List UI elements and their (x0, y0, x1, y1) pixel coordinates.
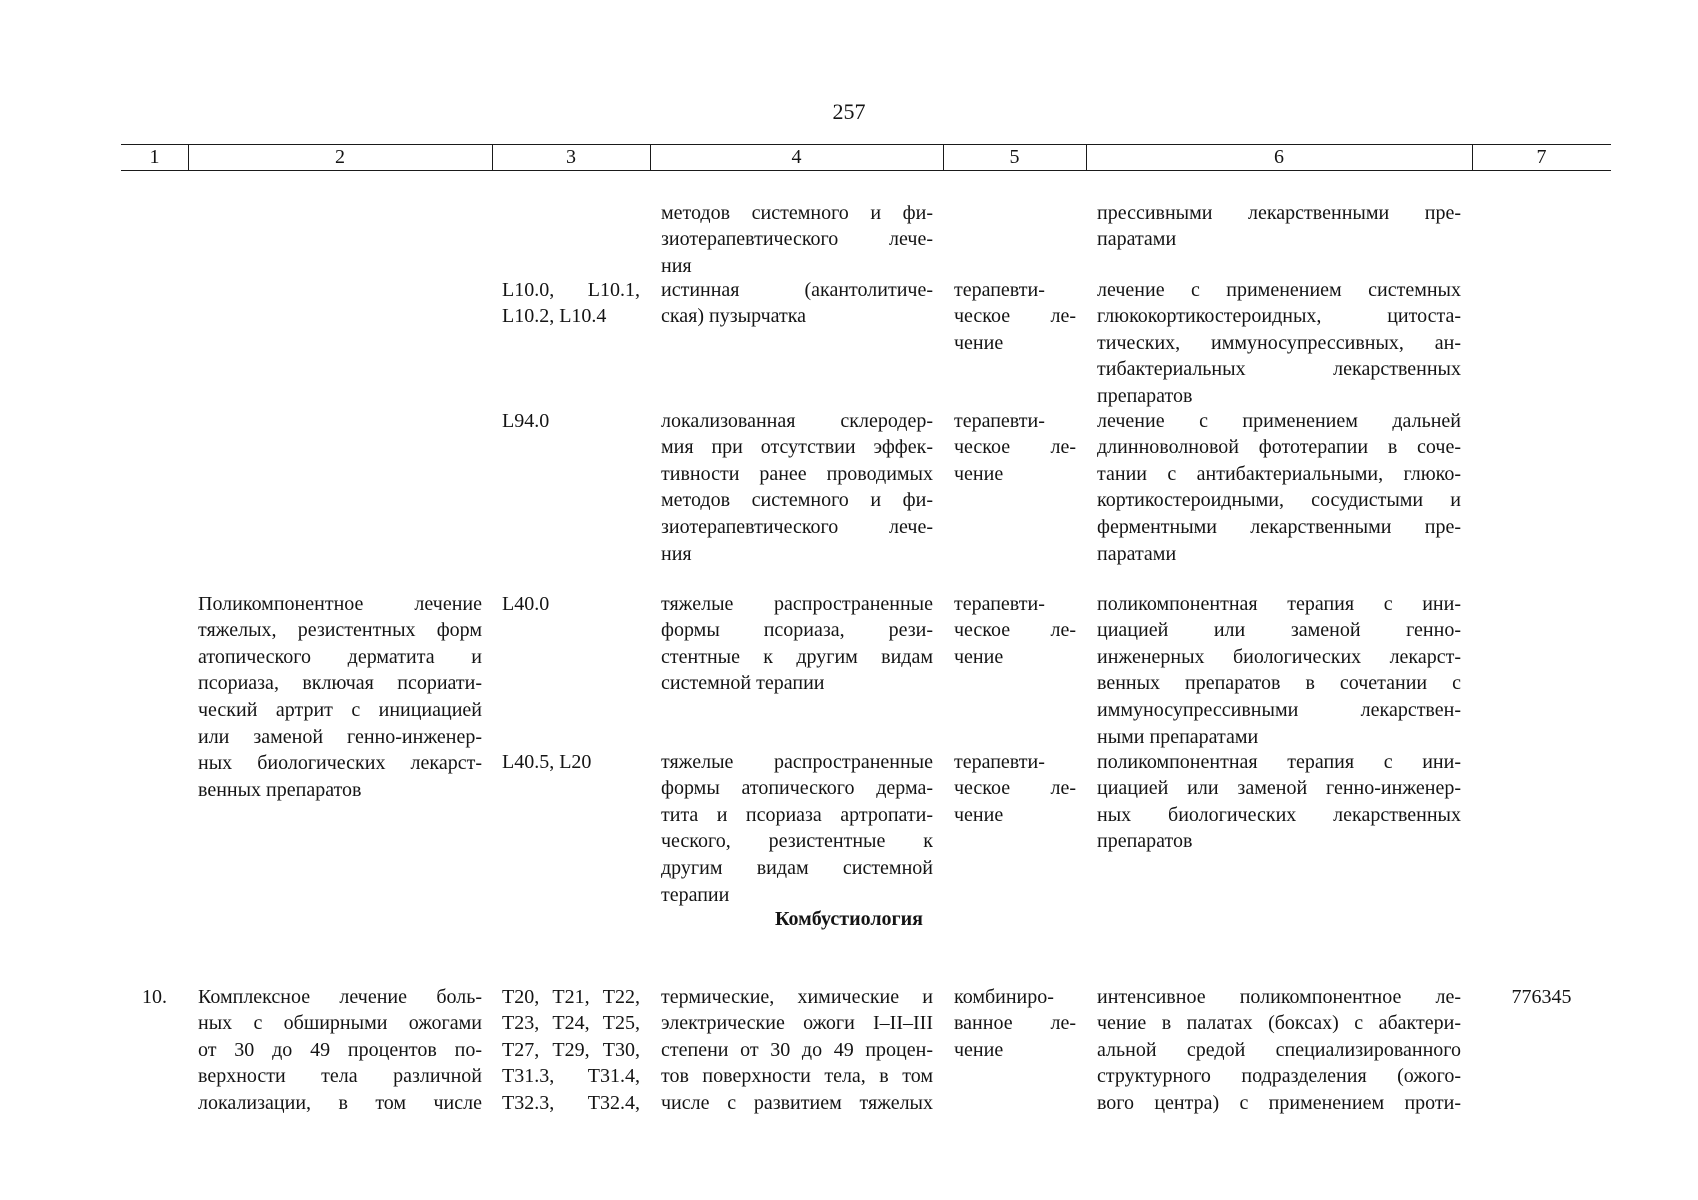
cell-treatment-type: терапевти- ческое ле- чение (954, 750, 1076, 826)
cell-icd-codes: L40.0 (502, 592, 550, 615)
cell-treatment-method: поликомпонентная терапия с ини- циацией или заменой генно- инженерных биологических лекарст- венных препаратов в сочетании с иммуносупрессивными лекарствен- ными препаратами (1097, 592, 1461, 748)
cell-diagnosis: термические, химические и электрические ожоги I–II–III степени от 30 до 49 процен- тов поверхности тела, в том числе с развитием тяжелых (661, 985, 933, 1114)
column-number-3: 3 (566, 146, 576, 168)
cell-cost: 776345 (1511, 985, 1572, 1008)
cell-treatment-method: лечение с применением дальней длинноволновой фототерапии в соче- тании с антибактериальными, глюко- кортикостероидными, сосудистыми и ферментными лекарственными пре- паратами (1097, 409, 1461, 565)
cell-diagnosis: методов системного и фи- зиотерапевтического лече- ния (661, 201, 933, 277)
column-number-1: 1 (149, 146, 160, 168)
cell-diagnosis: тяжелые распространенные формы атопического дерма- тита и псориаза артропати- ческого, резистентные к другим видам системной терапии (661, 750, 933, 906)
cell-icd-codes: L40.5, L20 (502, 750, 592, 773)
header-bottom-rule (121, 170, 1611, 171)
cell-treatment-type: терапевти- ческое ле- чение (954, 278, 1076, 354)
cell-care-type: Поликомпонентное лечение тяжелых, резистентных форм атопического дерматита и псориаза, включая псориати- ческий артрит с инициацией или заменой генно-инженер- ных биологических лекарст- венных препаратов (198, 592, 482, 801)
column-number-2: 2 (335, 146, 345, 168)
column-number-6: 6 (1274, 146, 1284, 168)
cell-treatment-type: комбиниро- ванное ле- чение (954, 985, 1076, 1061)
column-number-7: 7 (1536, 146, 1547, 168)
cell-treatment-type: терапевти- ческое ле- чение (954, 409, 1076, 485)
cell-treatment-method: поликомпонентная терапия с ини- циацией или заменой генно-инженер- ных биологических лекарственных препаратов (1097, 750, 1461, 853)
cell-care-type: Комплексное лечение боль- ных с обширными ожогами от 30 до 49 процентов по- верхности тела различной локализации, в том числе (198, 985, 482, 1114)
column-number-4: 4 (791, 146, 802, 168)
cell-row-number: 10. (142, 985, 167, 1008)
cell-icd-codes: L94.0 (502, 409, 550, 432)
cell-treatment-method: прессивными лекарственными пре- паратами (1097, 201, 1461, 251)
cell-icd-codes: L10.0, L10.1, L10.2, L10.4 (502, 278, 640, 328)
cell-icd-codes: T20, T21, T22, T23, T24, T25, T27, T29, T30, T31.3, T31.4, T32.3, T32.4, (502, 985, 640, 1114)
section-title: Комбустиология (775, 908, 923, 930)
cell-treatment-type: терапевти- ческое ле- чение (954, 592, 1076, 668)
cell-treatment-method: лечение с применением системных глюкокортикостероидных, цитоста- тических, иммуносупрессивных, ан- тибактериальных лекарственных препаратов (1097, 278, 1461, 407)
cell-diagnosis: локализованная склеродер- мия при отсутствии эффек- тивности ранее проводимых методов системного и фи- зиотерапевтического лече- ния (661, 409, 933, 565)
cell-diagnosis: истинная (акантолитиче- ская) пузырчатка (661, 278, 933, 328)
column-number-5: 5 (1009, 146, 1020, 168)
page-number: 257 (832, 99, 866, 124)
cell-diagnosis: тяжелые распространенные формы псориаза, рези- стентные к другим видам системной терапии (661, 592, 933, 695)
cell-treatment-method: интенсивное поликомпонентное ле- чение в палатах (боксах) с абактери- альной средой специализированного структурного подразделения (ожого- вого центра) с применением проти- (1097, 985, 1461, 1114)
